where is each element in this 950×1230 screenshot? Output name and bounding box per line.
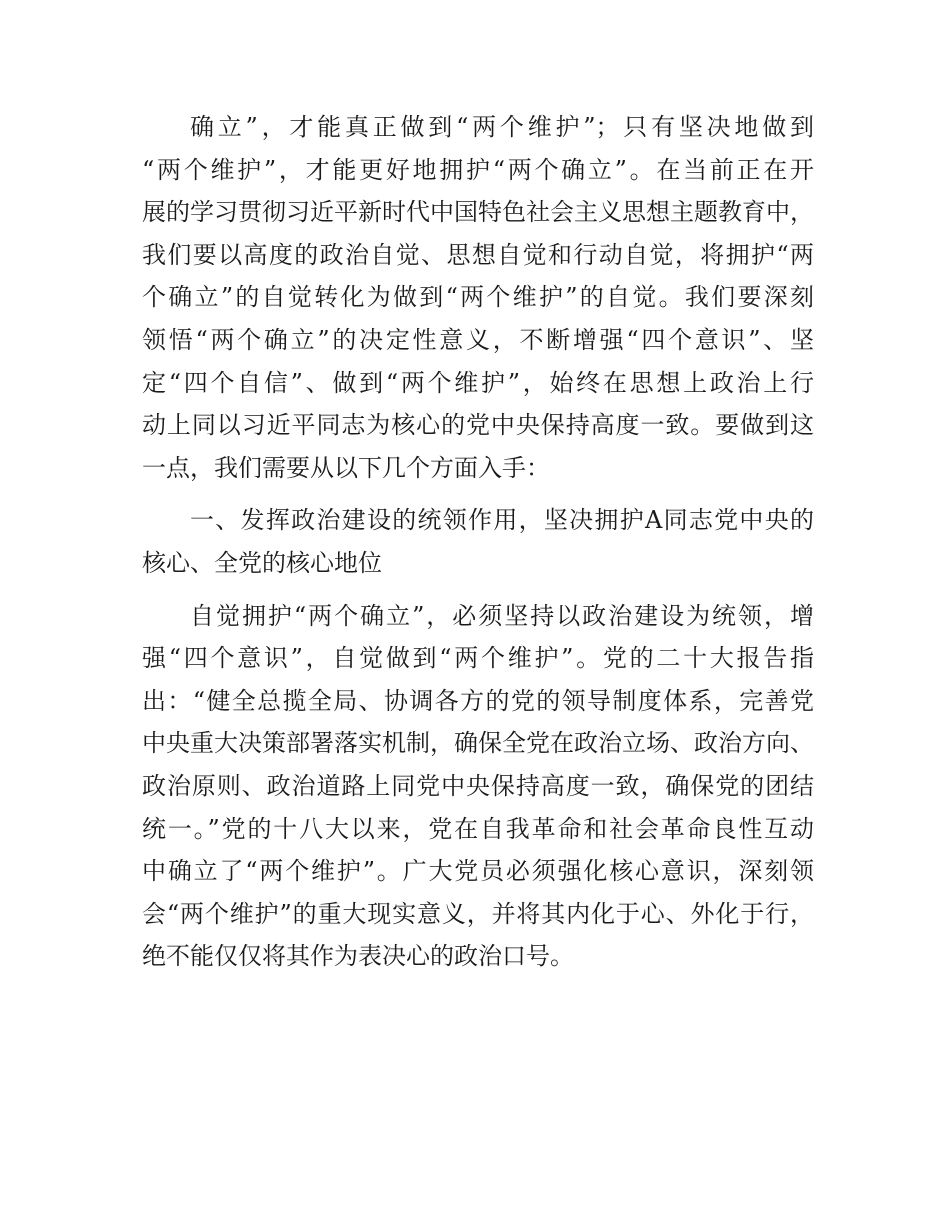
text-line: 强“四个意识”，自觉做到“两个维护”。党的二十大报告指 bbox=[142, 644, 814, 673]
text-line: 中央重大决策部署落实机制，确保全党在政治立场、政治方向、 bbox=[142, 729, 814, 758]
paragraph-2 bbox=[142, 595, 814, 978]
text-line: 领悟“两个确立”的决定性意义，不断增强“四个意识”、坚 bbox=[142, 325, 814, 354]
text-line: 展的学习贯彻习近平新时代中国特色社会主义思想主题教育中， bbox=[142, 198, 814, 227]
text-line: 出：“健全总揽全局、协调各方的党的领导制度体系，完善党 bbox=[142, 686, 814, 715]
text-line: 政治原则、政治道路上同党中央保持高度一致，确保党的团结 bbox=[142, 771, 814, 800]
paragraph-1 bbox=[142, 106, 814, 489]
text-line: 绝不能仅仅将其作为表决心的政治口号。 bbox=[142, 942, 574, 971]
text-line: 自觉拥护“两个确立”，必须坚持以政治建设为统领，增 bbox=[190, 601, 814, 630]
text-line: 中确立了“两个维护”。广大党员必须强化核心意识，深刻领 bbox=[142, 857, 814, 886]
text-line: 定“四个自信”、做到“两个维护”，始终在思想上政治上行 bbox=[142, 368, 814, 397]
text-line: 会“两个维护”的重大现实意义，并将其内化于心、外化于行， bbox=[142, 899, 814, 928]
text-line: 一点，我们需要从以下几个方面入手： bbox=[142, 453, 550, 482]
text-line: 我们要以高度的政治自觉、思想自觉和行动自觉，将拥护“两 bbox=[142, 240, 814, 269]
document-body bbox=[142, 106, 814, 978]
section-heading-1 bbox=[142, 499, 814, 584]
heading-line: 一、发挥政治建设的统领作用，坚决拥护A同志党中央的 bbox=[190, 506, 814, 535]
heading-line: 核心、全党的核心地位 bbox=[142, 548, 382, 577]
text-line: “两个维护”，才能更好地拥护“两个确立”。在当前正在开 bbox=[142, 155, 814, 184]
text-line: 动上同以习近平同志为核心的党中央保持高度一致。要做到这 bbox=[142, 411, 814, 440]
text-line: 个确立”的自觉转化为做到“两个维护”的自觉。我们要深刻 bbox=[142, 283, 814, 312]
text-line: 确立”，才能真正做到“两个维护”；只有坚决地做到 bbox=[190, 113, 814, 141]
text-line: 统一。”党的十八大以来，党在自我革命和社会革命良性互动 bbox=[142, 814, 814, 843]
